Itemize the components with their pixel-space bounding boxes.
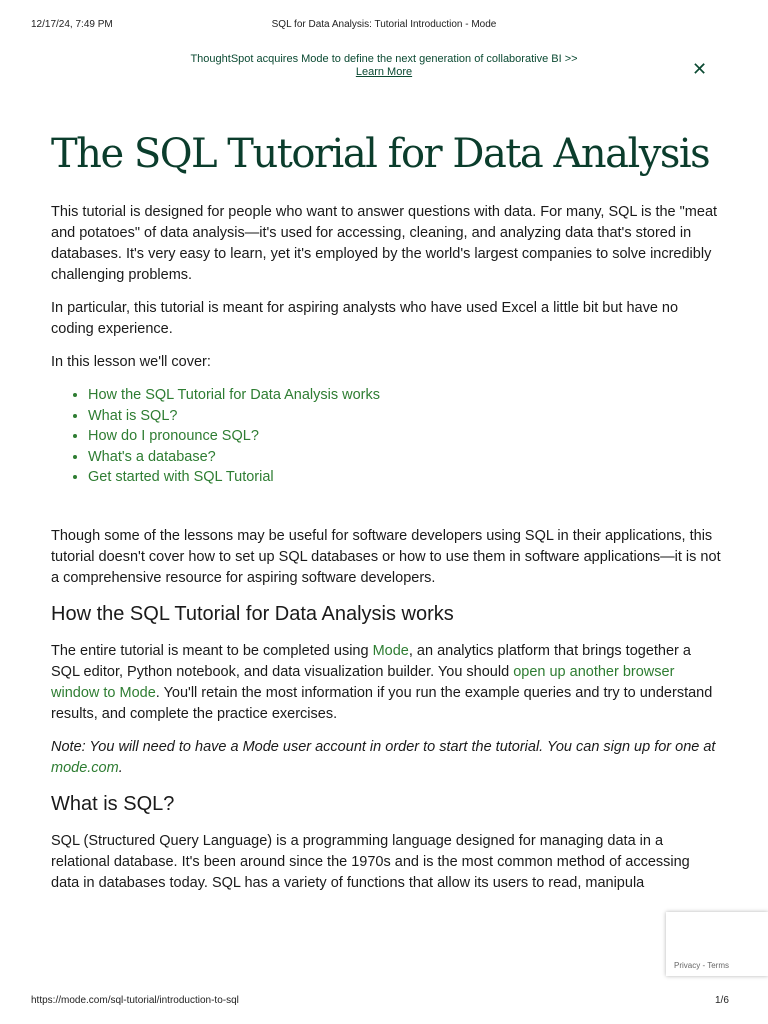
text: . You'll retain the most information if you run the example queries and try to understand results, and complete the practice exercises. (51, 684, 713, 722)
intro-paragraph: In particular, this tutorial is meant for aspiring analysts who have used Excel a little bit but have no coding experience. (51, 300, 679, 337)
text: . (118, 759, 123, 776)
toc-link[interactable]: • How the SQL Tutorial for Data Analysis works (88, 385, 721, 406)
close-icon[interactable]: ✕ (692, 59, 708, 79)
page-number: 1/6 (715, 995, 729, 1006)
separator: - (700, 961, 708, 970)
sql-paragraph: SQL (Structured Query Language) is a programming language designed for managing data in a relational database. It's been around since the 1970s and is the most common method of accessing data in databases today. SQL has a variety of functions that allow its users to read, manipula (51, 832, 690, 891)
terms-link[interactable]: Terms (707, 961, 729, 970)
print-url: https://mode.com/sql-tutorial/introduction-to-sql (31, 995, 239, 1006)
mode-com-link[interactable]: mode.com (51, 759, 119, 776)
section-heading: What is SQL? (51, 792, 175, 815)
banner-text: ThoughtSpot acquires Mode to define the next generation of collaborative BI >> (190, 53, 578, 65)
mode-paragraph (51, 641, 721, 725)
text: Note: You will need to have a Mode user account in order to start the tutorial. You can sign up for one at (51, 738, 716, 755)
learn-more-link[interactable]: Learn More (355, 66, 413, 78)
text: , an analytics platform that brings together a SQL editor, Python notebook, and data visualization builder. You should (51, 642, 691, 680)
article (51, 128, 721, 906)
page-title: The SQL Tutorial for Data Analysis (51, 131, 710, 177)
note-paragraph (51, 737, 721, 779)
toc-link[interactable]: • How do I pronounce SQL? (88, 426, 721, 447)
intro-paragraph: In this lesson we'll cover: (51, 354, 211, 370)
toc-link[interactable]: • Get started with SQL Tutorial (88, 467, 721, 488)
print-title: SQL for Data Analysis: Tutorial Introduction - Mode (271, 19, 497, 30)
toc-list (51, 385, 721, 488)
toc-link[interactable]: • What is SQL? (88, 406, 721, 427)
mode-link[interactable]: Mode (372, 642, 409, 659)
privacy-link[interactable]: Privacy (674, 961, 701, 970)
announcement-banner (0, 53, 768, 79)
text: The entire tutorial is meant to be completed using (51, 642, 373, 659)
print-datetime: 12/17/24, 7:49 PM (31, 19, 113, 30)
toc-link[interactable]: • What's a database? (88, 447, 721, 468)
intro-paragraph: This tutorial is designed for people who want to answer questions with data. For many, SQL is the "meat and potatoes" of data analysis—it's used for accessing, cleaning, and analyzing data that's stored in databases. It's very easy to learn, yet it's employed by the world's largest companies to solve incredibly challenging problems. (51, 204, 718, 283)
open-mode-link[interactable]: open up another browser window to Mode (51, 663, 675, 701)
section-heading: How the SQL Tutorial for Data Analysis works (51, 602, 454, 625)
scope-paragraph: Though some of the lessons may be useful for software developers using SQL in their applications, this tutorial doesn't cover how to set up SQL databases or how to use them in software applications—it is not a comprehensive resource for aspiring software developers. (51, 527, 721, 586)
recaptcha-badge (666, 912, 768, 976)
